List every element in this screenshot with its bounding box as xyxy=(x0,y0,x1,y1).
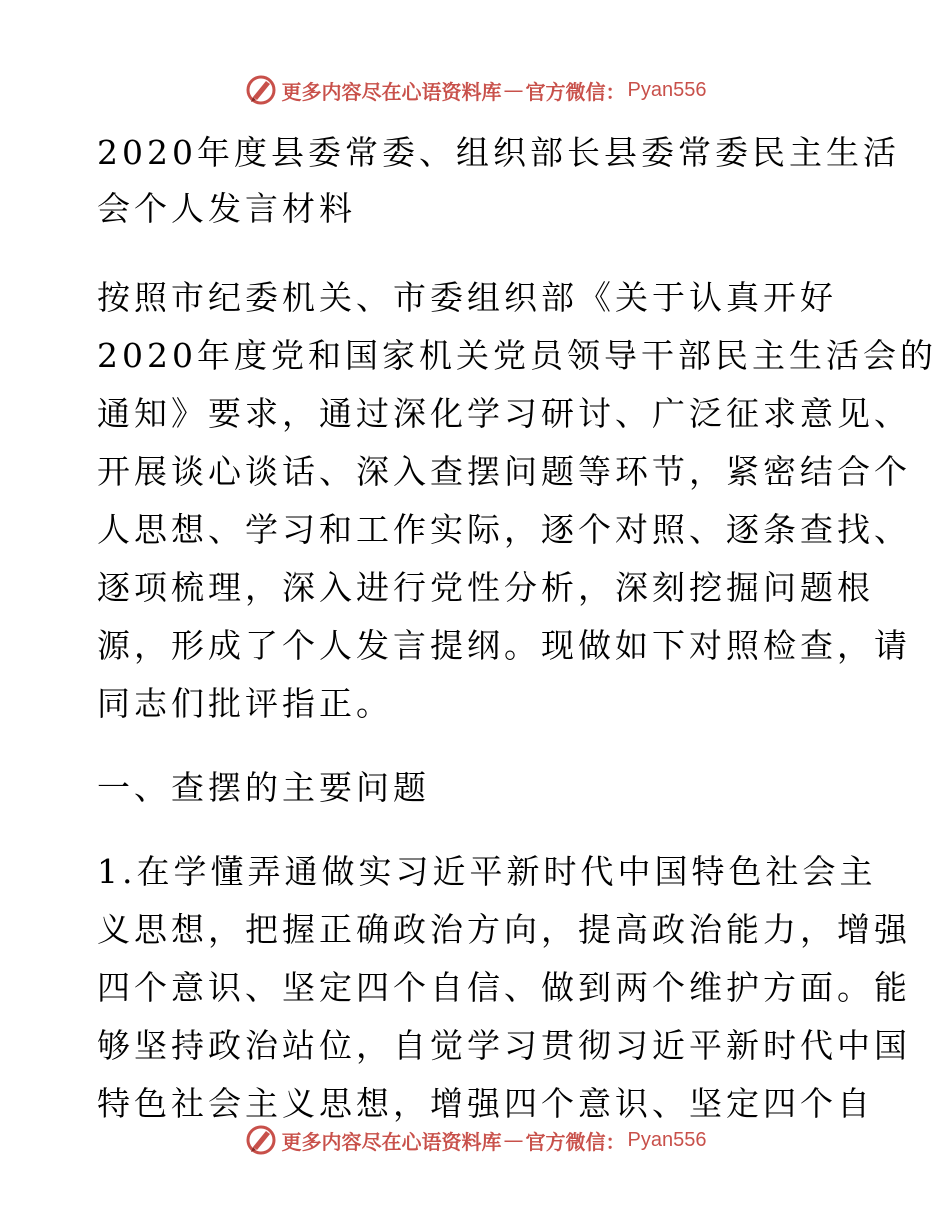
paragraph-line: 2020年度党和国家机关党员领导干部民主生活会的 xyxy=(97,336,937,375)
paragraph-line: 同志们批评指正。 xyxy=(97,684,393,723)
title-line-1: 2020年度县委常委、组织部长县委常委民主生活 xyxy=(97,133,900,172)
title-line-2: 会个人发言材料 xyxy=(97,189,356,228)
paragraph-line: 1.在学懂弄通做实习近平新时代中国特色社会主 xyxy=(97,852,877,891)
logo-icon xyxy=(244,1123,278,1157)
paragraph-line: 够坚持政治站位，自觉学习贯彻习近平新时代中国 xyxy=(97,1026,911,1065)
paragraph-line: 通知》要求，通过深化学习研讨、广泛征求意见、 xyxy=(97,394,911,433)
paragraph-line: 义思想，把握正确政治方向，提高政治能力，增强 xyxy=(97,910,911,949)
section-heading: 一、查摆的主要问题 xyxy=(97,768,430,807)
header-banner xyxy=(0,70,950,110)
paragraph-line: 四个意识、坚定四个自信、做到两个维护方面。能 xyxy=(97,968,911,1007)
banner-wechat-id: Pyan556 xyxy=(627,1128,707,1151)
logo-icon xyxy=(244,73,278,107)
banner-wechat-label: 官方微信： xyxy=(525,1129,626,1154)
banner-separator: — xyxy=(503,1128,524,1152)
banner-wechat-id: Pyan556 xyxy=(627,78,707,101)
footer-banner xyxy=(0,1120,950,1160)
paragraph-line: 特色社会主义思想，增强四个意识、坚定四个自 xyxy=(97,1084,874,1123)
paragraph-line: 逐项梳理，深入进行党性分析，深刻挖掘问题根 xyxy=(97,568,874,607)
paragraph-line: 开展谈心谈话、深入查摆问题等环节，紧密结合个 xyxy=(97,452,911,491)
paragraph-line: 源，形成了个人发言提纲。现做如下对照检查，请 xyxy=(97,626,911,665)
document-body xyxy=(97,125,937,1133)
paragraph-line: 人思想、学习和工作实际，逐个对照、逐条查找、 xyxy=(97,510,911,549)
banner-text: 更多内容尽在心语资料库 xyxy=(281,1129,502,1154)
banner-text: 更多内容尽在心语资料库 xyxy=(281,79,502,104)
paragraph-line: 按照市纪委机关、市委组织部《关于认真开好 xyxy=(97,278,837,317)
banner-separator: — xyxy=(503,78,524,102)
banner-wechat-label: 官方微信： xyxy=(525,79,626,104)
